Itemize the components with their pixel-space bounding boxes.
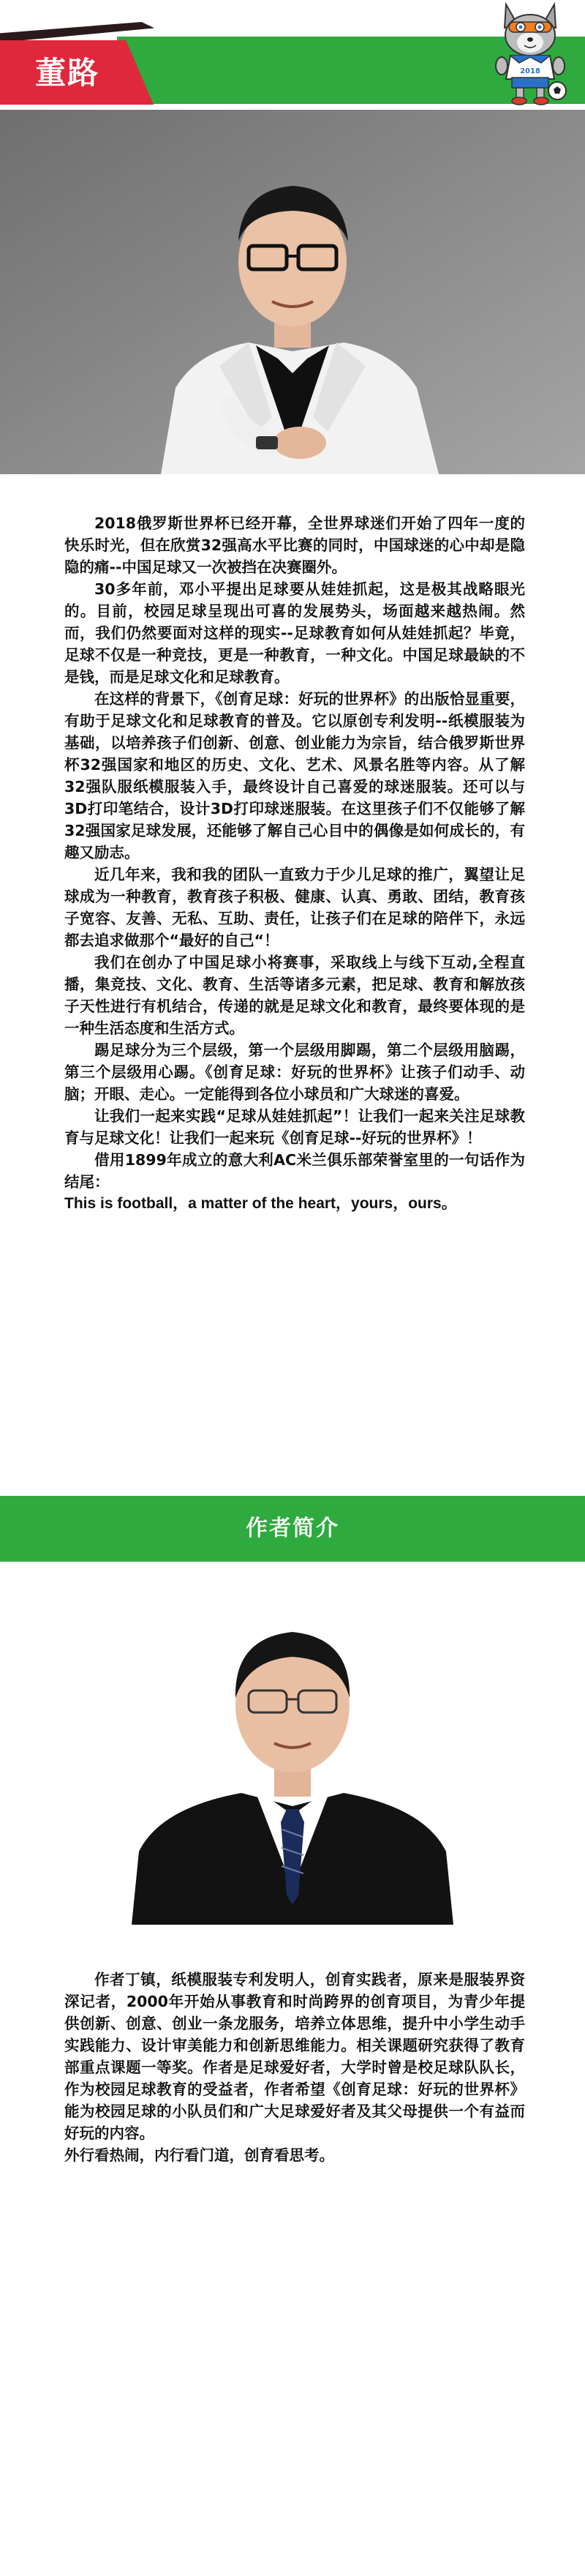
article-paragraph: 近几年来，我和我的团队一直致力于少儿足球的推广，翼望让足球成为一种教育，教育孩子积极、健康、认真、勇敢、团结，教育孩子宽容、友善、无私、互助、责任，让孩子们在足球的陪伴下，永远都去追求做那个“最好的自己“！ xyxy=(64,866,525,949)
author-bio xyxy=(64,1969,525,2166)
article-paragraph: 在这样的背景下，《创育足球：好玩的世界杯》的出版恰显重要，有助于足球文化和足球教育的普及。它以原创专利发明--纸模服装为基础，以培养孩子们创新、创意、创业能力为宗旨，结合俄罗斯世界杯32强国家和地区的历史、文化、艺术、风景名胜等内容。从了解32强队服纸模服装入手，最终设计自己喜爱的球迷服装。还可以与3D打印笔结合，设计3D打印球迷服装。在这里孩子们不仅能够了解32强国家足球发展，还能够了解自己心目中的偶像是如何成长的，有趣又励志。 xyxy=(64,690,525,861)
article-paragraph: 30多年前，邓小平提出足球要从娃娃抓起，这是极其战略眼光的。目前，校园足球呈现出可喜的发展势头，场面越来越热闹。然而，我们仍然要面对这样的现实--足球教育如何从娃娃抓起？毕竟，足球不仅是一种竞技，更是一种教育，一种文化。中国足球最缺的不是钱，而是足球文化和足球教育。 xyxy=(64,580,525,686)
svg-text:2018: 2018 xyxy=(520,67,540,75)
article-paragraph: 我们在创办了中国足球小将赛事，采取线上与线下互动,全程直播，集竞技、文化、教育、生活等诸多元素，把足球、教育和解放孩子天性进行有机结合，传递的就是足球文化和教育，最终要体现的是一种生活态度和生活方式。 xyxy=(64,954,525,1037)
header-banner xyxy=(0,0,585,110)
bio-paragraph: 作者丁镇，纸模服装专利发明人，创育实践者，原来是服装界资深记者，2000年开始从事教育和时尚跨界的创育项目，为青少年提供创新、创意、创业一条龙服务，培养立体思维，提升中小学生动手实践能力、设计审美能力和创新思维能力。相关课题研究获得了教育部重点课题一等奖。作者是足球爱好者，大学时曾是校足球队队长，作为校园足球教育的受益者，作者希望《创育足球：好玩的世界杯》能为校园足球的小队员们和广大足球爱好者及其父母提供一个有益而好玩的内容。 xyxy=(64,1971,525,2142)
closing-quote: This is football，a matter of the heart，yours，ours。 xyxy=(64,1195,457,1212)
portrait-photo-dong-lu xyxy=(0,110,585,474)
article-paragraph: 2018俄罗斯世界杯已经开幕，全世界球迷们开始了四年一度的快乐时光，但在欣赏32强高水平比赛的同时，中国球迷的心中却是隐隐的痛--中国足球又一次被挡在决赛圈外。 xyxy=(64,514,525,576)
article-paragraph: 让我们一起来实践“足球从娃娃抓起”！让我们一起来关注足球教育与足球文化！让我们一起来玩《创育足球--好玩的世界杯》！ xyxy=(64,1107,525,1147)
man-portrait-illustration xyxy=(0,110,585,474)
article-body xyxy=(64,512,525,1215)
article-paragraph: 踢足球分为三个层级，第一个层级用脚踢，第二个层级用脑踢，第三个层级用心踢。《创育足球：好玩的世界杯》让孩子们动手、动脑；开眼、走心。一定能得到各位小球员和广大球迷的喜爱。 xyxy=(64,1041,525,1103)
page-title: 董路 xyxy=(35,55,100,91)
wolf-mascot-icon xyxy=(490,0,570,108)
article-paragraph: 借用1899年成立的意大利AC米兰俱乐部荣誉室里的一句话作为结尾： xyxy=(64,1151,525,1191)
author-portrait-illustration xyxy=(132,1573,453,1925)
author-portrait-photo xyxy=(132,1573,453,1925)
author-section-title: 作者简介 xyxy=(0,1496,585,1562)
bio-paragraph: 外行看热闹，内行看门道，创育看思考。 xyxy=(64,2146,334,2164)
